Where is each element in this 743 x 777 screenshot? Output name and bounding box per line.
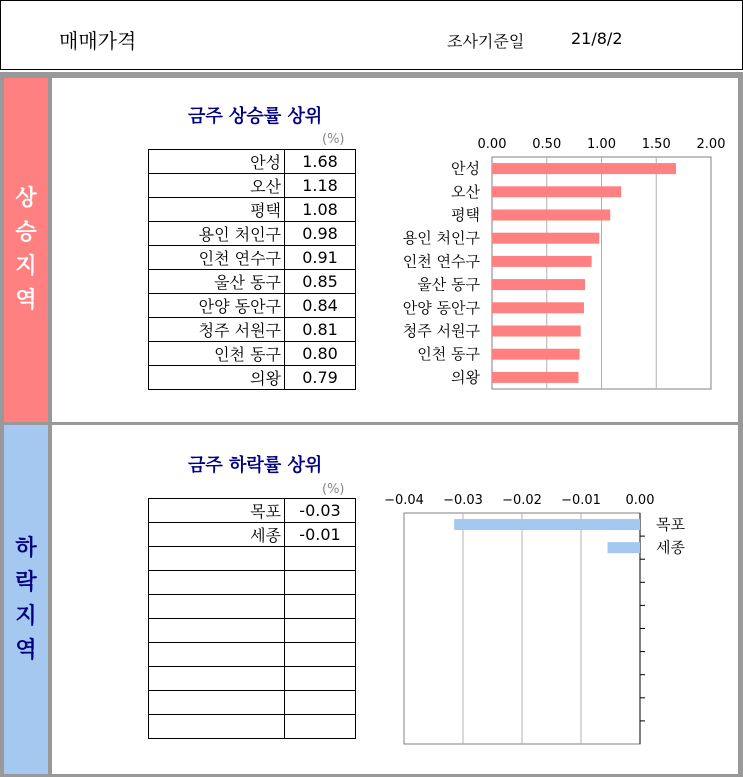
region-name-cell xyxy=(149,571,285,595)
category-label: 용인 처인구 xyxy=(402,229,480,248)
change-rate-cell: 0.84 xyxy=(285,294,356,318)
table-row xyxy=(149,318,356,342)
change-rate-cell xyxy=(285,595,356,619)
change-rate-cell: -0.01 xyxy=(285,523,356,547)
region-name-cell: 울산 동구 xyxy=(149,270,285,294)
x-tick-label: 1.00 xyxy=(587,137,616,152)
rise-unit-label: (%) xyxy=(322,132,345,147)
fall-unit-label: (%) xyxy=(322,482,345,497)
table-row xyxy=(149,523,356,547)
region-name-cell: 세종 xyxy=(149,523,285,547)
table-row xyxy=(149,174,356,198)
region-name-cell: 의왕 xyxy=(149,366,285,390)
table-row xyxy=(149,198,356,222)
table-row xyxy=(149,294,356,318)
category-label: 목포 xyxy=(656,515,685,534)
region-name-cell xyxy=(149,619,285,643)
region-name-cell: 청주 서원구 xyxy=(149,318,285,342)
x-tick-label: 0.00 xyxy=(477,137,507,152)
x-tick-label: 0.50 xyxy=(532,137,562,152)
region-name-cell xyxy=(149,667,285,691)
table-row xyxy=(149,246,356,270)
category-label: 청주 서원구 xyxy=(402,322,480,340)
change-rate-cell: 0.80 xyxy=(285,342,356,366)
region-name-cell: 목포 xyxy=(149,499,285,523)
fall-label-char: 락 xyxy=(15,569,37,595)
category-label: 안성 xyxy=(451,159,480,178)
region-name-cell: 인천 연수구 xyxy=(149,246,285,270)
fall-region-label xyxy=(4,425,48,774)
rise-label-char: 지 xyxy=(15,254,37,279)
region-name-cell: 안성 xyxy=(149,150,285,174)
change-rate-cell: 0.91 xyxy=(285,246,356,270)
table-row xyxy=(149,547,356,571)
survey-date-label: 조사기준일 xyxy=(447,32,525,51)
rise-label-char: 승 xyxy=(15,220,37,245)
change-rate-cell: 1.08 xyxy=(285,198,356,222)
region-name-cell xyxy=(149,595,285,619)
page-title: 매매가격 xyxy=(59,29,137,53)
table-row xyxy=(149,643,356,667)
change-rate-cell: -0.03 xyxy=(285,499,356,523)
x-tick-label: 0.00 xyxy=(625,493,655,508)
category-label: 울산 동구 xyxy=(417,275,480,294)
region-name-cell: 인천 동구 xyxy=(149,342,285,366)
x-tick-label: −0.04 xyxy=(384,493,424,508)
category-label: 의왕 xyxy=(451,368,480,387)
fall-label-char: 역 xyxy=(15,637,37,663)
change-rate-cell: 1.18 xyxy=(285,174,356,198)
change-rate-cell xyxy=(285,619,356,643)
table-row xyxy=(149,619,356,643)
region-name-cell xyxy=(149,643,285,667)
table-row xyxy=(149,691,356,715)
region-name-cell: 오산 xyxy=(149,174,285,198)
region-name-cell: 안양 동안구 xyxy=(149,294,285,318)
category-label: 인천 연수구 xyxy=(402,252,480,271)
table-row xyxy=(149,667,356,691)
change-rate-cell xyxy=(285,547,356,571)
rise-ranking-table xyxy=(148,149,356,390)
table-row xyxy=(149,342,356,366)
change-rate-cell xyxy=(285,667,356,691)
table-row xyxy=(149,571,356,595)
change-rate-cell xyxy=(285,715,356,739)
rise-label-char: 상 xyxy=(15,186,37,211)
change-rate-cell: 0.81 xyxy=(285,318,356,342)
table-row xyxy=(149,222,356,246)
rise-region-label xyxy=(4,78,48,422)
x-tick-label: −0.02 xyxy=(502,493,542,508)
table-row xyxy=(149,715,356,739)
category-label: 안양 동안구 xyxy=(402,298,480,317)
change-rate-cell: 0.98 xyxy=(285,222,356,246)
change-rate-cell: 0.79 xyxy=(285,366,356,390)
change-rate-cell xyxy=(285,571,356,595)
change-rate-cell: 0.85 xyxy=(285,270,356,294)
category-label: 인천 동구 xyxy=(417,345,480,364)
region-name-cell xyxy=(149,547,285,571)
fall-label-char: 하 xyxy=(15,535,37,561)
x-tick-label: 2.00 xyxy=(696,137,726,152)
category-label: 평택 xyxy=(451,206,480,224)
rise-label-char: 역 xyxy=(15,288,37,313)
category-label: 세종 xyxy=(656,538,685,557)
region-name-cell: 평택 xyxy=(149,198,285,222)
region-name-cell: 용인 처인구 xyxy=(149,222,285,246)
x-tick-label: −0.03 xyxy=(443,493,483,508)
header-bar xyxy=(0,0,743,70)
category-label: 오산 xyxy=(451,182,480,201)
survey-date-value: 21/8/2 xyxy=(571,29,623,48)
region-name-cell xyxy=(149,691,285,715)
table-row xyxy=(149,366,356,390)
fall-label-char: 지 xyxy=(15,603,37,629)
table-row xyxy=(149,595,356,619)
region-name-cell xyxy=(149,715,285,739)
rise-section-title: 금주 상승률 상위 xyxy=(188,106,323,127)
change-rate-cell xyxy=(285,643,356,667)
table-row xyxy=(149,150,356,174)
change-rate-cell xyxy=(285,691,356,715)
fall-section-title: 금주 하락률 상위 xyxy=(188,455,323,476)
x-tick-label: 1.50 xyxy=(641,137,671,152)
fall-ranking-table xyxy=(148,498,356,739)
table-row xyxy=(149,270,356,294)
table-row xyxy=(149,499,356,523)
x-tick-label: −0.01 xyxy=(561,493,601,508)
change-rate-cell: 1.68 xyxy=(285,150,356,174)
